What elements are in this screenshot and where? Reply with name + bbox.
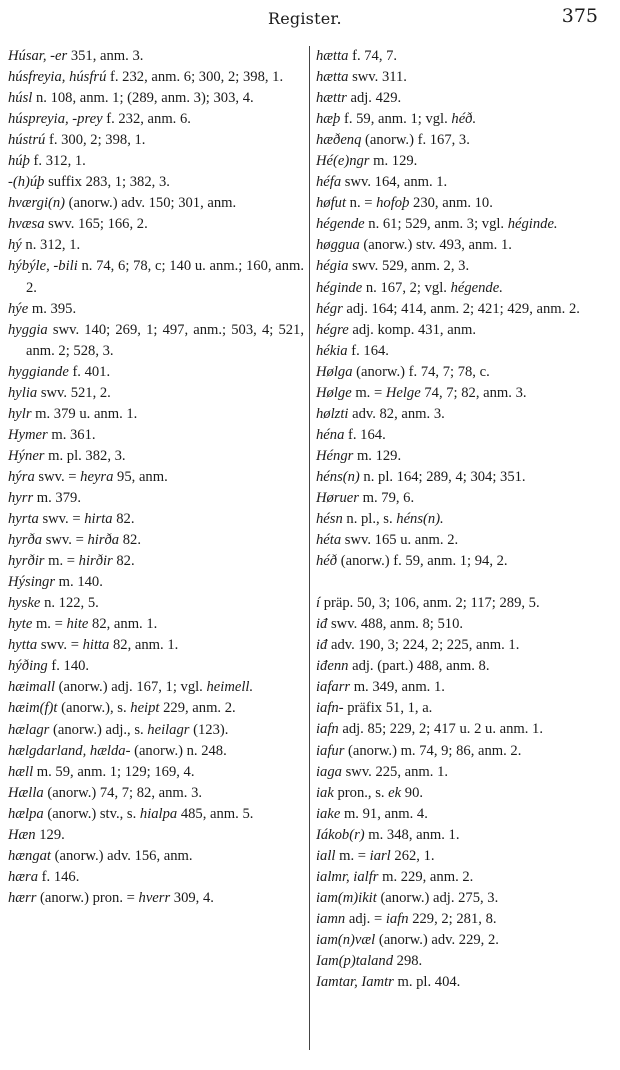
headword: -(h)úþ	[8, 174, 45, 191]
headword: hyrta	[8, 511, 39, 528]
headword: iafur	[316, 742, 345, 759]
cross-reference: ek	[388, 784, 402, 801]
entry-text: m. =	[32, 616, 67, 633]
entry-text: m. 79, 6.	[358, 489, 415, 506]
index-entry	[316, 109, 606, 130]
headword: iamn	[316, 910, 346, 927]
index-entry	[8, 656, 304, 677]
entry-text: n. 122, 5.	[40, 595, 99, 612]
entry-text: f. 164.	[347, 342, 389, 359]
cross-reference: heimell.	[206, 679, 254, 696]
entry-text: adv. 82, anm. 3.	[348, 405, 445, 422]
headword: Héngr	[316, 447, 354, 464]
headword: hýra	[8, 468, 35, 485]
entry-text: 90.	[401, 784, 424, 801]
headword: iak	[316, 784, 334, 801]
headword: hværgi(n)	[8, 195, 66, 212]
entry-text: (anorw.) pron. =	[36, 889, 139, 906]
index-entry	[8, 235, 304, 256]
cross-reference: hirta	[84, 511, 113, 528]
index-entry	[8, 214, 304, 235]
index-entry	[316, 762, 606, 783]
headword: hústrú	[8, 132, 46, 149]
index-entry	[8, 193, 304, 214]
index-entry	[316, 741, 606, 762]
entry-text: m. 395.	[28, 300, 77, 317]
entry-text: m. =	[351, 384, 386, 401]
index-entry	[316, 46, 606, 67]
entry-text: (anorw.) stv. 493, anm. 1.	[359, 237, 512, 254]
entry-text: adj. 429.	[346, 90, 402, 107]
page-header	[0, 4, 620, 34]
column-divider	[309, 46, 310, 1050]
headword: hælagr	[8, 721, 50, 738]
headword: iake	[316, 805, 341, 822]
index-entry	[8, 783, 304, 804]
entry-text: (anorw.) adj., s.	[49, 721, 148, 738]
index-entry	[316, 446, 606, 467]
headword: Húsar, -er	[8, 48, 68, 64]
headword: hæimall	[8, 679, 56, 696]
headword: hyggiande	[8, 363, 69, 380]
headword: hégia	[316, 258, 349, 275]
entry-text: f. 312, 1.	[29, 153, 86, 170]
index-entry	[8, 67, 304, 88]
index-entry	[316, 698, 606, 719]
entry-text: m. 348, anm. 1.	[364, 826, 460, 843]
entry-text: f. 146.	[38, 868, 80, 885]
headword: Hýsingr	[8, 574, 56, 591]
entry-text: (anorw.) f. 74, 7; 78, c.	[352, 363, 490, 380]
headword: Hymer	[8, 426, 48, 443]
entry-text: m. 59, anm. 1; 129; 169, 4.	[33, 763, 195, 780]
right-column	[316, 46, 606, 993]
entry-text: (anorw.) adv. 229, 2.	[375, 931, 499, 948]
entry-text: 82.	[112, 553, 135, 570]
headword: Hýner	[8, 447, 45, 464]
entry-text: 229, 2; 281, 8.	[408, 910, 497, 927]
index-entry	[316, 530, 606, 551]
index-entry	[316, 509, 606, 530]
headword: hælpa	[8, 805, 44, 822]
headword: héginde	[316, 279, 363, 296]
entry-text: f. 140.	[47, 658, 90, 675]
headword: hætta	[316, 48, 349, 64]
cross-reference: hirðir	[78, 553, 113, 570]
headword: héns(n)	[316, 468, 360, 485]
entry-text: m. pl. 404.	[393, 974, 461, 991]
headword: hælgdarland, hælda-	[8, 742, 131, 759]
headword: hvæsa	[8, 216, 45, 233]
index-entry	[316, 256, 606, 277]
index-entry	[316, 299, 606, 320]
entry-text: 309, 4.	[170, 889, 214, 906]
index-entry	[8, 572, 304, 593]
index-entry	[8, 509, 304, 530]
headword: iafn	[316, 721, 339, 738]
index-entry	[8, 88, 304, 109]
headword: hæll	[8, 763, 34, 780]
headword: iđ	[316, 616, 328, 633]
headword: hégre	[316, 321, 349, 338]
entry-text: swv. 488, anm. 8; 510.	[327, 616, 464, 633]
headword: hæra	[8, 868, 39, 885]
entry-text: 129.	[35, 826, 65, 843]
entry-text: 351, anm. 3.	[67, 48, 144, 64]
cross-reference: heipt	[130, 700, 160, 717]
index-entry	[8, 551, 304, 572]
headword: húsfreyia, húsfrú	[8, 69, 107, 86]
entry-text: adj. komp. 431, anm.	[348, 321, 476, 338]
index-entry	[8, 635, 304, 656]
index-entry	[316, 467, 606, 488]
entry-text: n. 74, 6; 78, c; 140 u. anm.; 160, anm. 2.	[26, 258, 304, 296]
running-title: Register.	[268, 9, 342, 28]
headword: Hé(e)ngr	[316, 153, 370, 170]
cross-reference: iarl	[369, 847, 391, 864]
entry-text: pron., s.	[333, 784, 389, 801]
headword: hæðenq	[316, 132, 362, 149]
entry-text: swv. =	[38, 511, 85, 528]
index-entry	[316, 551, 606, 572]
cross-reference: heilagr	[147, 721, 190, 738]
index-entry	[316, 193, 606, 214]
headword: iam(n)væl	[316, 931, 376, 948]
page-number: 375	[561, 5, 598, 27]
entry-text: swv. 165; 166, 2.	[44, 216, 148, 233]
entry-text: (anorw.) f. 167, 3.	[361, 132, 470, 149]
headword: høggua	[316, 237, 360, 254]
headword: hýe	[8, 300, 29, 317]
entry-text: n. 108, anm. 1; (289, anm. 3); 303, 4.	[32, 90, 254, 107]
cross-reference: héns(n).	[396, 511, 444, 528]
index-entry	[316, 341, 606, 362]
entry-text: suffix 283, 1; 382, 3.	[44, 174, 170, 191]
entry-text: 229, anm. 2.	[159, 700, 236, 717]
headword: í	[316, 595, 321, 612]
entry-text: m. 361.	[47, 426, 96, 443]
index-entry	[8, 172, 304, 193]
entry-text: n. 61; 529, anm. 3; vgl.	[364, 216, 508, 233]
index-entry	[316, 425, 606, 446]
entry-text: m. pl. 382, 3.	[44, 447, 126, 464]
entry-text: 82, anm. 1.	[88, 616, 158, 633]
index-entry	[316, 951, 606, 972]
index-entry	[316, 88, 606, 109]
entry-text: adj. (part.) 488, anm. 8.	[348, 658, 490, 675]
headword: hégende	[316, 216, 365, 233]
index-entry	[8, 383, 304, 404]
index-entry	[316, 614, 606, 635]
headword: hylr	[8, 405, 32, 422]
cross-reference: heyra	[80, 468, 114, 485]
index-entry	[316, 362, 606, 383]
entry-text: swv. 311.	[348, 69, 407, 86]
headword: hésn	[316, 511, 343, 528]
entry-text: (anorw.) adj. 167, 1; vgl.	[55, 679, 207, 696]
entry-text: 485, anm. 5.	[177, 805, 254, 822]
headword: hyrðir	[8, 553, 45, 570]
entry-text: m. 379.	[33, 489, 81, 506]
index-entry	[8, 320, 304, 362]
entry-text: adj. =	[345, 910, 386, 927]
headword: Hølge	[316, 384, 352, 401]
entry-text: adj. 85; 229, 2; 417 u. 2 u. anm. 1.	[338, 721, 544, 738]
entry-text: 74, 7; 82, anm. 3.	[420, 384, 527, 401]
entry-text: (anorw.) adv. 156, anm.	[50, 847, 193, 864]
index-entry	[8, 888, 304, 909]
index-entry	[8, 846, 304, 867]
headword: hylia	[8, 384, 38, 401]
cross-reference: Helge	[385, 384, 421, 401]
entry-text: präfix 51, 1, a.	[343, 700, 433, 717]
entry-text: n. 167, 2; vgl.	[362, 279, 451, 296]
index-entry	[316, 846, 606, 867]
entry-text: f. 232, anm. 6; 300, 2; 398, 1.	[106, 69, 284, 86]
index-entry	[316, 130, 606, 151]
headword: hýbýle, -bili	[8, 258, 78, 275]
headword: hættr	[316, 90, 347, 107]
cross-reference: iafn	[385, 910, 409, 927]
index-entry	[8, 593, 304, 614]
entry-text: m. 140.	[55, 574, 103, 591]
entry-text: swv. =	[37, 637, 83, 654]
entry-text: m. =	[44, 553, 79, 570]
index-entry	[8, 698, 304, 719]
entry-text: 82.	[119, 532, 141, 549]
entry-text: f. 59, anm. 1; vgl.	[340, 111, 452, 128]
entry-text: 298.	[393, 952, 423, 969]
index-entry	[8, 530, 304, 551]
index-entry	[8, 825, 304, 846]
headword: iall	[316, 847, 336, 864]
headword: Hæn	[8, 826, 36, 843]
headword: hyte	[8, 616, 33, 633]
index-entry	[8, 151, 304, 172]
entry-text: präp. 50, 3; 106, anm. 2; 117; 289, 5.	[320, 595, 540, 612]
entry-text: f. 74, 7.	[348, 48, 398, 64]
headword: Iákob(r)	[316, 826, 365, 843]
headword: hytta	[8, 637, 38, 654]
entry-text: m. 91, anm. 4.	[340, 805, 428, 822]
entry-text: swv. 521, 2.	[37, 384, 111, 401]
index-entry	[316, 151, 606, 172]
index-entry	[8, 362, 304, 383]
entry-text: m. 379 u. anm. 1.	[31, 405, 138, 422]
headword: iaga	[316, 763, 342, 780]
entry-text: m. 129.	[353, 447, 402, 464]
entry-text: (anorw.) adv. 150; 301, anm.	[65, 195, 237, 212]
entry-text: adj. 164; 414, anm. 2; 421; 429, anm. 2.	[342, 300, 580, 317]
entry-text: n. 312, 1.	[21, 237, 81, 254]
entry-text: (anorw.), s.	[57, 700, 131, 717]
index-entry	[316, 235, 606, 256]
headword: iafn-	[316, 700, 344, 717]
headword: høfut	[316, 195, 346, 212]
entry-text: n. pl. 164; 289, 4; 304; 351.	[359, 468, 526, 485]
headword: Høruer	[316, 489, 359, 506]
headword: hékia	[316, 342, 348, 359]
index-entry	[316, 278, 606, 299]
cross-reference: hégende.	[450, 279, 503, 296]
headword: Hælla	[8, 784, 44, 801]
cross-reference: héð.	[451, 111, 477, 128]
headword: hý	[8, 237, 22, 254]
entry-text: n. =	[346, 195, 377, 212]
index-entry	[316, 383, 606, 404]
entry-text: m. 229, anm. 2.	[378, 868, 474, 885]
entry-text: swv. 225, anm. 1.	[341, 763, 449, 780]
headword: héta	[316, 532, 342, 549]
headword: hyske	[8, 595, 41, 612]
index-entry	[316, 719, 606, 740]
index-entry	[316, 635, 606, 656]
entry-text: 95, anm.	[113, 468, 168, 485]
index-entry	[316, 404, 606, 425]
index-entry	[8, 404, 304, 425]
index-entry	[8, 109, 304, 130]
headword: hængat	[8, 847, 51, 864]
index-entry	[316, 214, 606, 235]
headword: Iam(p)taland	[316, 952, 394, 969]
headword: héna	[316, 426, 345, 443]
index-entry	[316, 804, 606, 825]
cross-reference: hverr	[138, 889, 171, 906]
entry-text: (anorw.) 74, 7; 82, anm. 3.	[43, 784, 203, 801]
entry-text: n. pl., s.	[342, 511, 397, 528]
entry-text: (anorw.) m. 74, 9; 86, anm. 2.	[344, 742, 522, 759]
entry-text: 230, anm. 10.	[409, 195, 493, 212]
entry-text: m. =	[335, 847, 370, 864]
entry-text: swv. 164, anm. 1.	[341, 174, 448, 191]
headword: Hølga	[316, 363, 353, 380]
index-entry	[316, 488, 606, 509]
headword: húspreyia, -prey	[8, 111, 103, 128]
entry-text: swv. =	[42, 532, 88, 549]
index-entry	[8, 446, 304, 467]
headword: hærr	[8, 889, 37, 906]
headword: iafarr	[316, 679, 351, 696]
entry-text: swv. 529, anm. 2, 3.	[348, 258, 470, 275]
entry-text: swv. 165 u. anm. 2.	[341, 532, 459, 549]
headword: hýðing	[8, 658, 48, 675]
headword: hyrr	[8, 489, 34, 506]
cross-reference: héginde.	[507, 216, 558, 233]
headword: hætta	[316, 69, 349, 86]
headword: húþ	[8, 153, 30, 170]
index-entry	[316, 867, 606, 888]
index-entry	[316, 783, 606, 804]
index-entry	[8, 720, 304, 741]
entry-text: 262, 1.	[390, 847, 435, 864]
index-entry	[8, 867, 304, 888]
index-entry	[8, 299, 304, 320]
headword: iđenn	[316, 658, 349, 675]
index-entry	[8, 488, 304, 509]
left-column	[8, 46, 304, 909]
entry-text: m. 129.	[369, 153, 418, 170]
index-entry	[316, 909, 606, 930]
headword: húsl	[8, 90, 33, 107]
index-entry	[8, 804, 304, 825]
index-entry	[316, 320, 606, 341]
index-entry	[316, 888, 606, 909]
index-entry	[316, 172, 606, 193]
index-entry	[8, 425, 304, 446]
cross-reference: hirða	[87, 532, 120, 549]
entry-text: 82, anm. 1.	[109, 637, 179, 654]
cross-reference: hitta	[82, 637, 110, 654]
headword: héfa	[316, 174, 342, 191]
headword: hølzti	[316, 405, 349, 422]
entry-text: f. 164.	[344, 426, 386, 443]
index-entry	[8, 130, 304, 151]
entry-text: f. 232, anm. 6.	[102, 111, 191, 128]
index-entry	[316, 930, 606, 951]
index-entry	[8, 741, 304, 762]
cross-reference: hialpa	[139, 805, 178, 822]
headword: hyggia	[8, 321, 48, 338]
headword: ialmr, ialfr	[316, 868, 379, 885]
index-entry	[316, 825, 606, 846]
headword: Iamtar, Iamtr	[316, 974, 394, 991]
index-entry	[8, 677, 304, 698]
index-entry	[316, 677, 606, 698]
headword: iam(m)ikit	[316, 889, 377, 906]
index-entry	[8, 762, 304, 783]
entry-text: m. 349, anm. 1.	[350, 679, 445, 696]
entry-text: (anorw.) adj. 275, 3.	[376, 889, 499, 906]
entry-text: swv. =	[34, 468, 81, 485]
headword: hyrða	[8, 532, 43, 549]
headword: hégr	[316, 300, 343, 317]
index-entry	[316, 972, 606, 993]
headword: iđ	[316, 637, 328, 654]
headword: hæþ	[316, 111, 341, 128]
entry-text: 82.	[112, 511, 135, 528]
index-entry	[8, 46, 304, 67]
entry-text: (anorw.) f. 59, anm. 1; 94, 2.	[337, 553, 508, 570]
entry-text: (123).	[189, 721, 229, 738]
headword: héð	[316, 553, 338, 570]
cross-reference: hite	[66, 616, 89, 633]
headword: hæim(f)t	[8, 700, 58, 717]
entry-text: f. 401.	[68, 363, 111, 380]
entry-text: (anorw.) n. 248.	[130, 742, 227, 759]
index-entry	[316, 656, 606, 677]
index-entry	[8, 467, 304, 488]
index-entry	[316, 67, 606, 88]
index-entry	[8, 614, 304, 635]
index-entry	[8, 256, 304, 298]
index-entry	[316, 593, 606, 614]
entry-text: adv. 190, 3; 224, 2; 225, anm. 1.	[327, 637, 520, 654]
cross-reference: hofoþ	[376, 195, 410, 212]
entry-text: swv. 140; 269, 1; 497, anm.; 503, 4; 521, anm. 2; 528, 3.	[26, 321, 304, 359]
entry-text: f. 300, 2; 398, 1.	[45, 132, 146, 149]
entry-text: (anorw.) stv., s.	[43, 805, 140, 822]
